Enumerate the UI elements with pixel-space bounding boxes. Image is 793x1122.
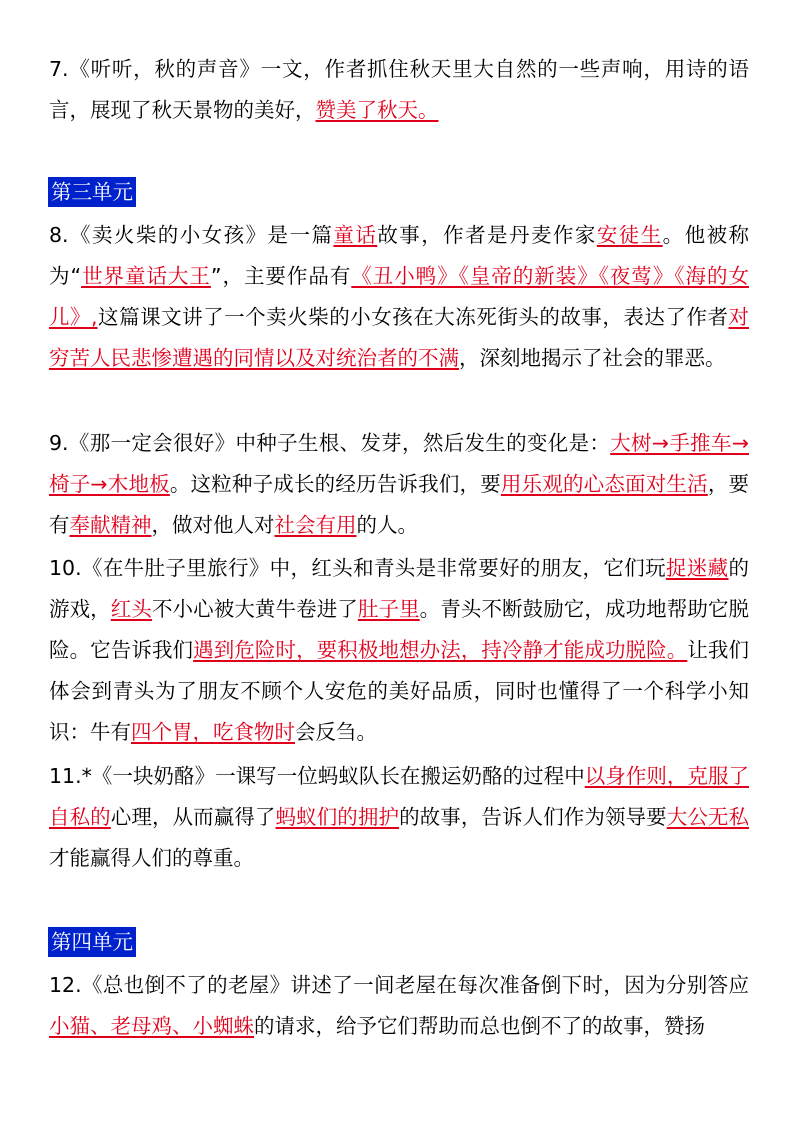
item-11-text-2: 心理，从而赢得了	[110, 805, 276, 829]
item-7	[49, 49, 749, 131]
item-12-answer-1: 小猫、老母鸡、小蜘蛛	[49, 1014, 254, 1038]
item-9-text-1: 9.《那一定会很好》中种子生根、发芽，然后发生的变化是：	[49, 431, 611, 455]
item-8-text-5: 这篇课文讲了一个卖火柴的小女孩在大冻死街头的故事，表达了作者	[97, 305, 729, 329]
item-10-answer-3: 肚子里	[357, 597, 420, 621]
item-9-text-2: 。这粒种子成长的经历告诉我们，要	[169, 472, 501, 496]
item-11-answer-1: 以身作则，克服了自私的	[49, 764, 749, 829]
item-12-text-2: 的请求，给予它们帮助而总也倒不了的故事，赞扬	[254, 1014, 705, 1038]
item-11-answer-3: 大公无私	[666, 805, 750, 829]
item-9-text-3: ，要有	[49, 472, 750, 537]
unit-3-heading: 第三单元	[48, 177, 136, 207]
item-10-answer-2: 红头	[110, 597, 152, 621]
item-8	[49, 215, 749, 379]
unit-4-heading: 第四单元	[48, 927, 136, 957]
item-12-text-1: 12.《总也倒不了的老屋》讲述了一间老屋在每次准备倒下时，因为分别答应	[49, 973, 749, 997]
item-8-text-4: ”，主要作品有	[210, 264, 352, 288]
item-8-answer-1: 童话	[333, 223, 378, 247]
item-8-text-3: 。他被称为“	[49, 223, 750, 288]
item-9-answer-3: 奉献精神	[69, 513, 152, 537]
item-10-answer-4: 遇到危险时，要积极地想办法，持冷静才能成功脱险。	[193, 638, 688, 662]
item-9-text-4: ，做对他人对	[151, 513, 275, 537]
item-10-text-5: 让我们体会到青头为了朋友不顾个人安危的美好品质，同时也懂得了一个科学小知识：牛有	[49, 638, 750, 744]
item-10-text-4: 。青头不断鼓励它，成功地帮助它脱险。它告诉我们	[49, 597, 750, 662]
item-10-text-2: 的游戏，	[49, 556, 750, 621]
item-8-answer-2: 安徒生	[596, 223, 663, 247]
item-10-text-1: 10.《在牛肚子里旅行》中，红头和青头是非常要好的朋友，它们玩	[49, 556, 666, 580]
item-11	[49, 756, 749, 879]
item-7-text-1: 7.《听听，秋的声音》一文，作者抓住秋天里大自然的一些声响，用诗的语言，展现了秋天景物的美好，	[49, 57, 749, 122]
item-8-answer-4: 《丑小鸭》《皇帝的新装》《夜莺》《海的女儿》,	[49, 264, 750, 329]
item-9	[49, 423, 749, 546]
item-11-text-1: 11.*《一块奶酪》一课写一位蚂蚁队长在搬运奶酪的过程中	[49, 764, 585, 788]
item-10-answer-5: 四个胃，吃食物时	[131, 720, 295, 744]
item-8-answer-3: 世界童话大王	[81, 264, 211, 288]
item-12	[49, 965, 749, 1047]
item-7-answer-1: 赞美了秋天。	[315, 98, 439, 122]
item-10-text-3: 不小心被大黄牛卷进了	[151, 597, 358, 621]
item-9-answer-4: 社会有用	[274, 513, 357, 537]
item-8-text-2: 故事，作者是丹麦作家	[377, 223, 597, 247]
item-11-answer-2: 蚂蚁们的拥护	[275, 805, 400, 829]
item-10-answer-1: 捉迷藏	[665, 556, 729, 580]
item-9-text-5: 的人。	[356, 513, 418, 537]
item-11-text-4: 才能赢得人们的尊重。	[49, 846, 254, 870]
item-9-answer-1: 大树→手推车→椅子→木地板	[49, 431, 749, 496]
item-10	[49, 548, 749, 753]
item-9-answer-2: 用乐观的心态面对生活	[500, 472, 708, 496]
item-8-text-1: 8.《卖火柴的小女孩》是一篇	[49, 223, 334, 247]
item-8-answer-5: 对穷苦人民悲惨遭遇的同情以及对统治者的不满	[49, 305, 749, 370]
item-11-text-3: 的故事，告诉人们作为领导要	[399, 805, 667, 829]
item-8-text-6: ，深刻地揭示了社会的罪恶。	[459, 346, 726, 370]
item-10-text-6: 会反刍。	[295, 720, 377, 744]
